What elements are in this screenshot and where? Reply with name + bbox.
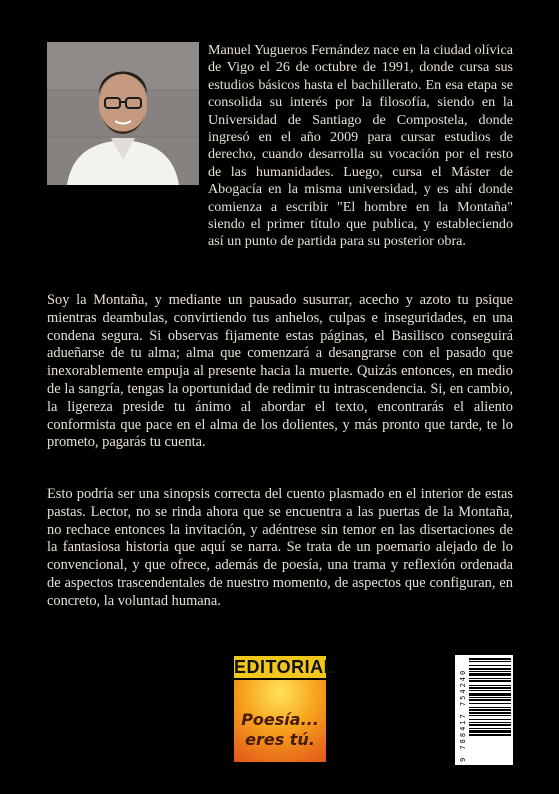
publisher-logo-line1: Poesía... <box>241 710 319 729</box>
publisher-logo-sun <box>234 680 326 762</box>
synopsis-paragraph: Esto podría ser una sinopsis correcta del cuento plasmado en el interior de estas pastas. Lector, no se rinda ahora que se encuentra a las puertas de la Montaña, no rechace entonces la invitación, y adéntrese sin temor en las disertaciones de la fantasiosa historia que aquí se narra. Se trata de un poemario alejado de lo convencional, y que ofrece, además de poesía, una trama y reflexión ordenada de aspectos trascendentales de nuestro momento, de aspectos que configuran, en concreto, la voluntad humana. <box>47 486 513 609</box>
synopsis-paragraph: Soy la Montaña, y mediante un pausado susurrar, acecho y azoto tu psique mientras deambulas, convirtiendo tus anhelos, culpas e inseguridades, en una condena segura. Si observas fijamente estas páginas, el Basilisco conseguirá adueñarse de tu alma; alma que comenzará a desangrarse con el pasado que inexorablemente empuja al presente hacia la muerte. Quizás entonces, en medio de la sangría, tengas la oportunidad de redimir tu intrascendencia. Si, en cambio, la ligereza preside tu ánimo al abordar el texto, encontrarás el aliento conformista que pace en el alma de los dolientes, y más pronto que tarde, te lo prometo, pagarás tu cuenta. <box>47 292 513 451</box>
publisher-logo-top: EDITORIAL <box>234 657 336 677</box>
author-bio: Manuel Yugueros Fernández nace en la ciudad olívica de Vigo el 26 de octubre de 1991, donde cursa sus estudios básicos hasta el bachillerato. En esa etapa se consolida su interés por la filosofía, siendo en la Universidad de Santiago de Compostela, donde ingresó en el año 2009 para cursar estudios de derecho, cuando desarrolla su vocación por el resto de las humanidades. Luego, cursa el Máster de Abogacía en la misma universidad, y es ahí donde comienza a escribir "El hombre en la Montaña" siendo el primer título que publica, y estableciendo así un punto de partida para su posterior obra. <box>208 42 513 250</box>
author-portrait-image <box>47 42 199 185</box>
isbn-number: 9 788417 754240 <box>459 668 467 762</box>
author-photo <box>47 42 199 185</box>
publisher-logo-line2: eres tú. <box>245 730 315 749</box>
publisher-logo <box>234 656 336 762</box>
